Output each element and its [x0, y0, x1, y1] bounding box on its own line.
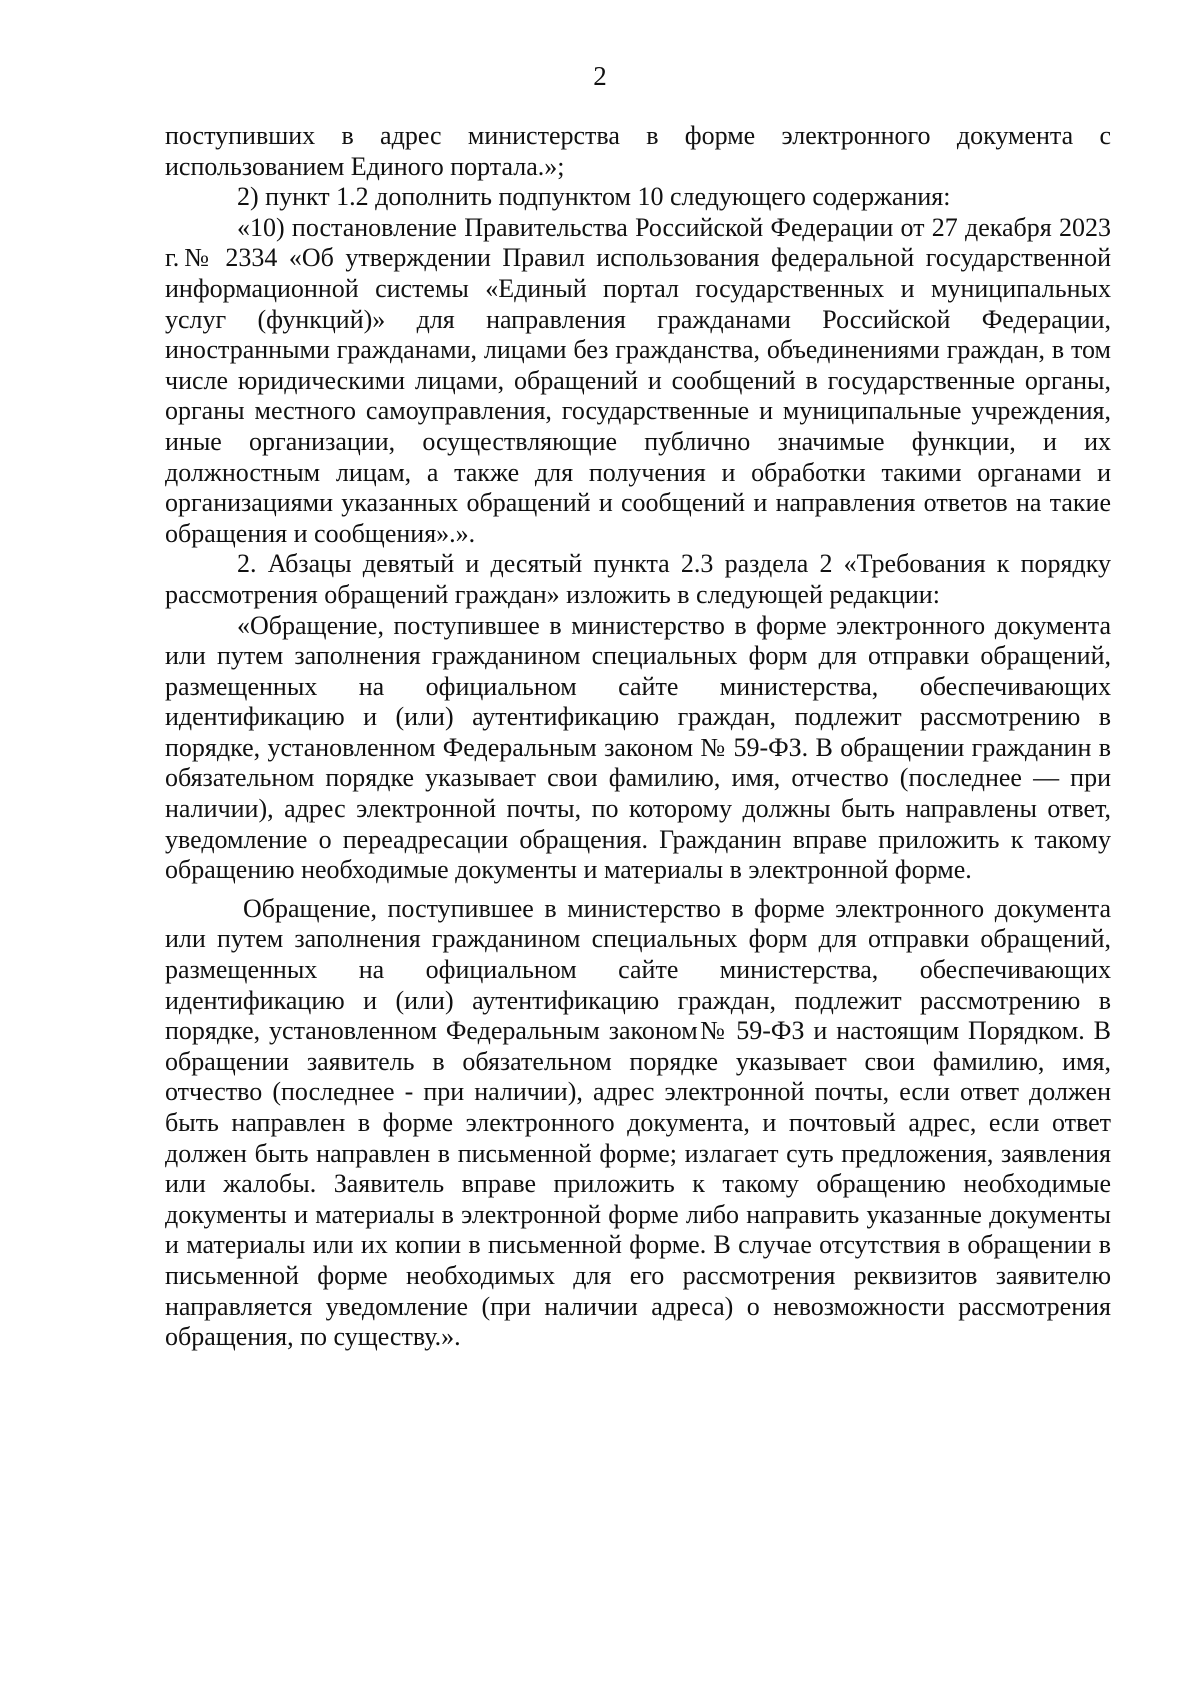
- paragraph-continuation: поступивших в адрес министерства в форме электронного документа с использованием Единого портала.»;: [165, 121, 1111, 181]
- paragraph-subitem-10: «10) постановление Правительства Российской Федерации от 27 декабря 2023 г.№ 2334 «Об утверждении Правил использования федеральной государственной информационной системы «Единый портал государственных и муниципальных услуг (функций)» для направления гражданами Российской Федерации, иностранными гражданами, лицами без гражданства, объединениями граждан, в том числе юридическими лицами, обращений и сообщений в государственные органы, органы местного самоуправления, государственные и муниципальные учреждения, иные организации, осуществляющие публично значимые функции, и их должностным лицам, а также для получения и обработки такими органами и организациями указанных обращений и сообщений и направления ответов на такие обращения и сообщения».».: [165, 212, 1111, 548]
- paragraph-section-2: 2. Абзацы девятый и десятый пункта 2.3 раздела 2 «Требования к порядку рассмотрения обращений граждан» изложить в следующей редакции:: [165, 549, 1111, 609]
- paragraph-quoted-ninth: «Обращение, поступившее в министерство в форме электронного документа или путем заполнения гражданином специальных форм для отправки обращений, размещенных на официальном сайте министерства, обеспечивающих идентификацию и (или) аутентификацию граждан, подлежит рассмотрению в порядке, установленном Федеральным законом № 59-ФЗ. В обращении гражданин в обязательном порядке указывает свои фамилию, имя, отчество (последнее — при наличии), адрес электронной почты, по которому должны быть направлены ответ, уведомление о переадресации обращения. Гражданин вправе приложить к такому обращению необходимые документы и материалы в электронной форме.: [165, 610, 1111, 885]
- paragraph-amendment-item-2: 2) пункт 1.2 дополнить подпунктом 10 следующего содержания:: [237, 182, 951, 212]
- page-number: 2: [593, 61, 607, 91]
- paragraph-quoted-tenth: Обращение, поступившее в министерство в форме электронного документа или путем заполнения гражданином специальных форм для отправки обращений, размещенных на официальном сайте министерства, обеспечивающих идентификацию и (или) аутентификацию граждан, подлежит рассмотрению в порядке, установленном Федеральным законом№ 59-ФЗ и настоящим Порядком. В обращении заявитель в обязательном порядке указывает свои фамилию, имя, отчество (последнее - при наличии), адрес электронной почты, если ответ должен быть направлен в форме электронного документа, и почтовый адрес, если ответ должен быть направлен в письменной форме; излагает суть предложения, заявления или жалобы. Заявитель вправе приложить к такому обращению необходимые документы и материалы в электронной форме либо направить указанные документы и материалы или их копии в письменной форме. В случае отсутствия в обращении в письменной форме необходимых для его рассмотрения реквизитов заявителю направляется уведомление (при наличии адреса) о невозможности рассмотрения обращения, по существу.».: [165, 893, 1111, 1352]
- document-body: [165, 121, 1111, 1353]
